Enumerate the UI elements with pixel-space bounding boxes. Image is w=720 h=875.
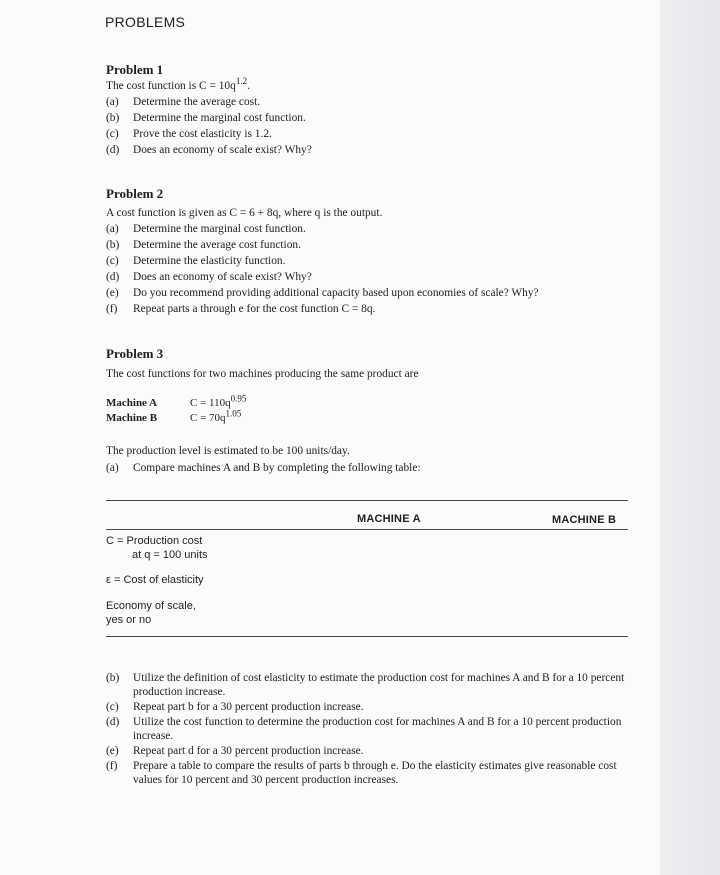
item-text: Do you recommend providing additional capacity based upon economies of scale? Why? [133,287,539,299]
item-text: Determine the average cost function. [133,239,301,251]
item-text: Determine the elasticity function. [133,255,286,267]
machine-a-label: Machine A [106,397,158,409]
problem-2-intro: A cost function is given as C = 6 + 8q, where q is the output. [106,207,383,219]
problem-3-items [106,671,628,787]
list-item [106,715,628,743]
item-text: Repeat parts a through e for the cost function C = 8q. [133,303,376,315]
item-label: (d) [106,271,120,283]
machine-a-equation [106,393,247,409]
problem-2-title: Problem 2 [106,186,164,201]
problem-3-intro: The cost functions for two machines producing the same product are [106,368,419,380]
table-row-economy-line1: Economy of scale, [106,600,196,612]
list-item [106,270,631,284]
table-top-rule [106,500,628,501]
problem-1-exponent: 1.2 [235,76,248,87]
item-label: (f) [106,303,118,315]
item-label: (d) [106,716,120,728]
list-item [106,111,626,125]
table-row-economy-line2: yes or no [106,614,152,626]
problem-1-intro-text: The cost function is C = 10q [106,80,236,92]
machine-b-equation [106,408,242,424]
item-text: Repeat part d for a 30 percent production increase. [133,745,364,757]
list-item [106,222,631,236]
item-text: Prove the cost elasticity is 1.2. [133,128,272,140]
list-item [106,671,628,699]
problem-1-intro [106,76,250,93]
machine-b-eq: C = 70q [190,412,226,424]
page-edge [660,0,720,875]
item-text: Determine the average cost. [133,96,261,108]
table-header-rule [106,529,628,530]
item-label: (a) [106,96,119,108]
list-item [106,461,626,475]
problem-1-items [106,95,626,157]
item-label: (d) [106,144,120,156]
item-text: Utilize the definition of cost elasticity to estimate the production cost for machines A and B for a 10 percent production increase. [133,672,625,698]
table-header-machine-a: MACHINE A [357,513,421,525]
item-label: (b) [106,239,120,251]
list-item [106,127,626,141]
list-item [106,744,628,758]
section-heading: PROBLEMS [105,14,186,30]
list-item [106,759,628,787]
item-text: Determine the marginal cost function. [133,112,306,124]
table-row-elasticity: ε = Cost of elasticity [106,574,204,586]
item-label: (a) [106,462,119,474]
production-level: The production level is estimated to be 100 units/day. [106,445,350,457]
item-text: Does an economy of scale exist? Why? [133,144,312,156]
problem-1-intro-end: . [247,80,250,92]
list-item [106,700,628,714]
problem-1-title: Problem 1 [106,62,164,77]
item-text: Utilize the cost function to determine the production cost for machines A and B for a 10 percent production increase. [133,716,622,742]
item-text: Repeat part b for a 30 percent production increase. [133,701,364,713]
item-text: Determine the marginal cost function. [133,223,306,235]
list-item [106,95,626,109]
table-bottom-rule [106,636,628,637]
item-label: (c) [106,701,119,713]
problem-3-title: Problem 3 [106,346,164,361]
item-label: (f) [106,760,118,772]
list-item [106,286,631,300]
list-item [106,143,626,157]
problem-3-part-a [106,461,626,475]
problem-2-items [106,222,631,316]
table-header-machine-b: MACHINE B [552,514,617,526]
item-label: (e) [106,287,119,299]
machine-a-exponent: 0.95 [230,393,247,404]
item-label: (e) [106,745,119,757]
item-label: (a) [106,223,119,235]
list-item [106,302,631,316]
table-row-cost-line2: at q = 100 units [132,549,208,561]
item-label: (b) [106,112,120,124]
item-text: Does an economy of scale exist? Why? [133,271,312,283]
machine-b-label: Machine B [106,412,158,424]
machine-a-eq: C = 110q [190,397,231,409]
item-text: Compare machines A and B by completing the following table: [133,462,421,474]
machine-b-exponent: 1.05 [225,408,242,419]
item-label: (b) [106,672,120,684]
item-label: (c) [106,128,119,140]
item-text: Prepare a table to compare the results of parts b through e. Do the elasticity estimates give reasonable cost values for 10 percent and 30 percent production increases. [133,760,617,786]
table-row-cost-line1: C = Production cost [106,535,203,547]
list-item [106,254,631,268]
item-label: (c) [106,255,119,267]
list-item [106,238,631,252]
